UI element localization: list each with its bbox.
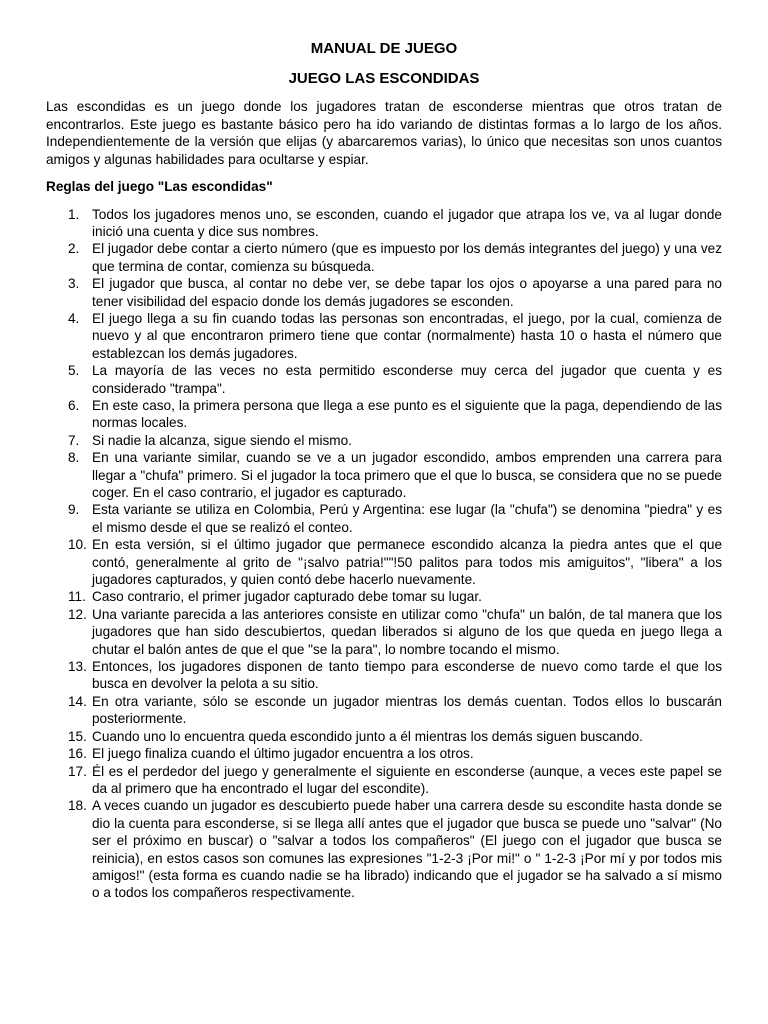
rule-number: 9. bbox=[68, 502, 80, 518]
rule-item bbox=[46, 797, 722, 901]
rule-number: 4. bbox=[68, 310, 80, 326]
rule-item bbox=[46, 501, 722, 536]
rule-text: A veces cuando un jugador es descubierto puede haber una carrera desde su escondite hasta donde se dio la cuenta para esconderse, si se llega allí antes que el jugador que busca se puede uno "salvar" (No ser el próximo en buscar) o "salvar a todos los compañeros" (El juego con el jugador que busca se reinicia), en estos casos son comunes las expresiones "1-2-3 ¡Por mi!" o " 1-2-3 ¡Por mí y por todos mis amigos!" (esta forma es cuando nadie se ha librado) indicando que el jugador se ha salvado a sí mismo o a todos los compañeros respectivamente. bbox=[92, 798, 722, 901]
rules-list bbox=[46, 206, 722, 902]
rule-text: El juego finaliza cuando el último jugador encuentra a los otros. bbox=[92, 746, 474, 762]
rule-number: 6. bbox=[68, 397, 80, 413]
rule-number: 15. bbox=[68, 728, 87, 744]
rule-text: Una variante parecida a las anteriores consiste en utilizar como "chufa" un balón, de tal manera que los jugadores que han sido descubiertos, quedan liberados si alguno de los que queda en juego llega a chutar el balón antes de que el que "se la para", lo nombre tocando el mismo. bbox=[92, 606, 722, 657]
rule-text: Caso contrario, el primer jugador capturado debe tomar su lugar. bbox=[92, 589, 482, 605]
rule-item bbox=[46, 728, 722, 745]
rule-item bbox=[46, 362, 722, 397]
rule-number: 17. bbox=[68, 763, 87, 779]
rule-item bbox=[46, 310, 722, 362]
rule-text: El juego llega a su fin cuando todas las personas son encontradas, el juego, por la cual, comienza de nuevo y al que encontraron primero tiene que contar (normalmente) hasta 10 o hasta el número que establezcan los demás jugadores. bbox=[92, 310, 722, 361]
rule-number: 18. bbox=[68, 798, 87, 814]
rule-text: El jugador debe contar a cierto número (que es impuesto por los demás integrantes del juego) y una vez que termina de contar, comienza su búsqueda. bbox=[92, 241, 722, 274]
rule-number: 12. bbox=[68, 606, 87, 622]
rule-number: 3. bbox=[68, 276, 80, 292]
rule-number: 16. bbox=[68, 746, 87, 762]
rule-item bbox=[46, 240, 722, 275]
rule-text: En esta versión, si el último jugador que permanece escondido alcanza la piedra antes que el que contó, generalmente al grito de "¡salvo patria!""!50 palitos para todos mis amiguitos", "libera" a los jugadores capturados, y quien contó debe hacerlo nuevamente. bbox=[92, 537, 722, 588]
intro-paragraph: Las escondidas es un juego donde los jugadores tratan de esconderse mientras que otros tratan de encontrarlos. Este juego es bastante básico pero ha ido variando de distintas formas a lo largo de los años. Independientemente de la versión que elijas (y abarcaremos varias), lo único que necesitas son unos cuantos amigos y algunas habilidades para ocultarse y espiar. bbox=[46, 99, 722, 167]
rule-text: En este caso, la primera persona que llega a ese punto es el siguiente que la paga, dependiendo de las normas locales. bbox=[92, 397, 722, 431]
rule-item bbox=[46, 206, 722, 241]
rule-number: 1. bbox=[68, 206, 80, 222]
rule-text: En una variante similar, cuando se ve a un jugador escondido, ambos emprenden una carrera para llegar a "chufa" primero. Si el jugador la toca primero que el que lo busca, se considera que no se puede coger. En el caso contrario, el jugador es capturado. bbox=[92, 450, 722, 500]
rule-number: 5. bbox=[68, 363, 80, 379]
rule-text: Cuando uno lo encuentra queda escondido junto a él mientras los demás siguen buscando. bbox=[92, 728, 643, 744]
document-title: MANUAL DE JUEGO bbox=[310, 40, 458, 57]
rule-item bbox=[46, 432, 722, 449]
rule-item bbox=[46, 397, 722, 432]
rule-number: 13. bbox=[68, 659, 87, 675]
rule-text: La mayoría de las veces no esta permitido esconderse muy cerca del jugador que cuenta y es considerado "trampa". bbox=[92, 363, 722, 396]
rule-number: 14. bbox=[68, 693, 87, 709]
rule-number: 10. bbox=[68, 537, 87, 553]
rule-text: Entonces, los jugadores disponen de tanto tiempo para esconderse de nuevo como tarde el que los busca en devolver la pelota a su sitio. bbox=[92, 659, 722, 692]
rule-text: Él es el perdedor del juego y generalmente el siguiente en esconderse (aunque, a veces este papel se da al primero que ha encontrado el lugar del escondite). bbox=[92, 763, 722, 796]
rule-item bbox=[46, 536, 722, 588]
rule-item bbox=[46, 588, 722, 605]
rule-text: En otra variante, sólo se esconde un jugador mientras los demás cuentan. Todos ellos lo buscarán posteriormente. bbox=[92, 693, 722, 727]
rule-item bbox=[46, 693, 722, 728]
rule-text: Si nadie la alcanza, sigue siendo el mismo. bbox=[92, 432, 352, 448]
rule-text: El jugador que busca, al contar no debe ver, se debe tapar los ojos o apoyarse a una pared para no tener visibilidad del espacio donde los demás jugadores se esconden. bbox=[92, 276, 722, 309]
rule-number: 8. bbox=[68, 450, 80, 466]
document-subtitle: JUEGO LAS ESCONDIDAS bbox=[288, 70, 480, 87]
rule-item bbox=[46, 763, 722, 798]
rule-item bbox=[46, 745, 722, 762]
rule-text: Esta variante se utiliza en Colombia, Perú y Argentina: ese lugar (la "chufa") se denomina "piedra" y es el mismo desde el que se realizó el conteo. bbox=[92, 502, 722, 535]
rule-text: Todos los jugadores menos uno, se esconden, cuando el jugador que atrapa los ve, va al lugar donde inició una cuenta y dice sus nombres. bbox=[92, 206, 722, 239]
rule-number: 7. bbox=[68, 432, 80, 448]
rule-number: 2. bbox=[68, 241, 80, 257]
rule-number: 11. bbox=[68, 589, 86, 605]
rule-item bbox=[46, 606, 722, 658]
rule-item bbox=[46, 658, 722, 693]
rule-item bbox=[46, 275, 722, 310]
rule-item bbox=[46, 449, 722, 501]
rules-heading: Reglas del juego "Las escondidas" bbox=[46, 179, 273, 194]
